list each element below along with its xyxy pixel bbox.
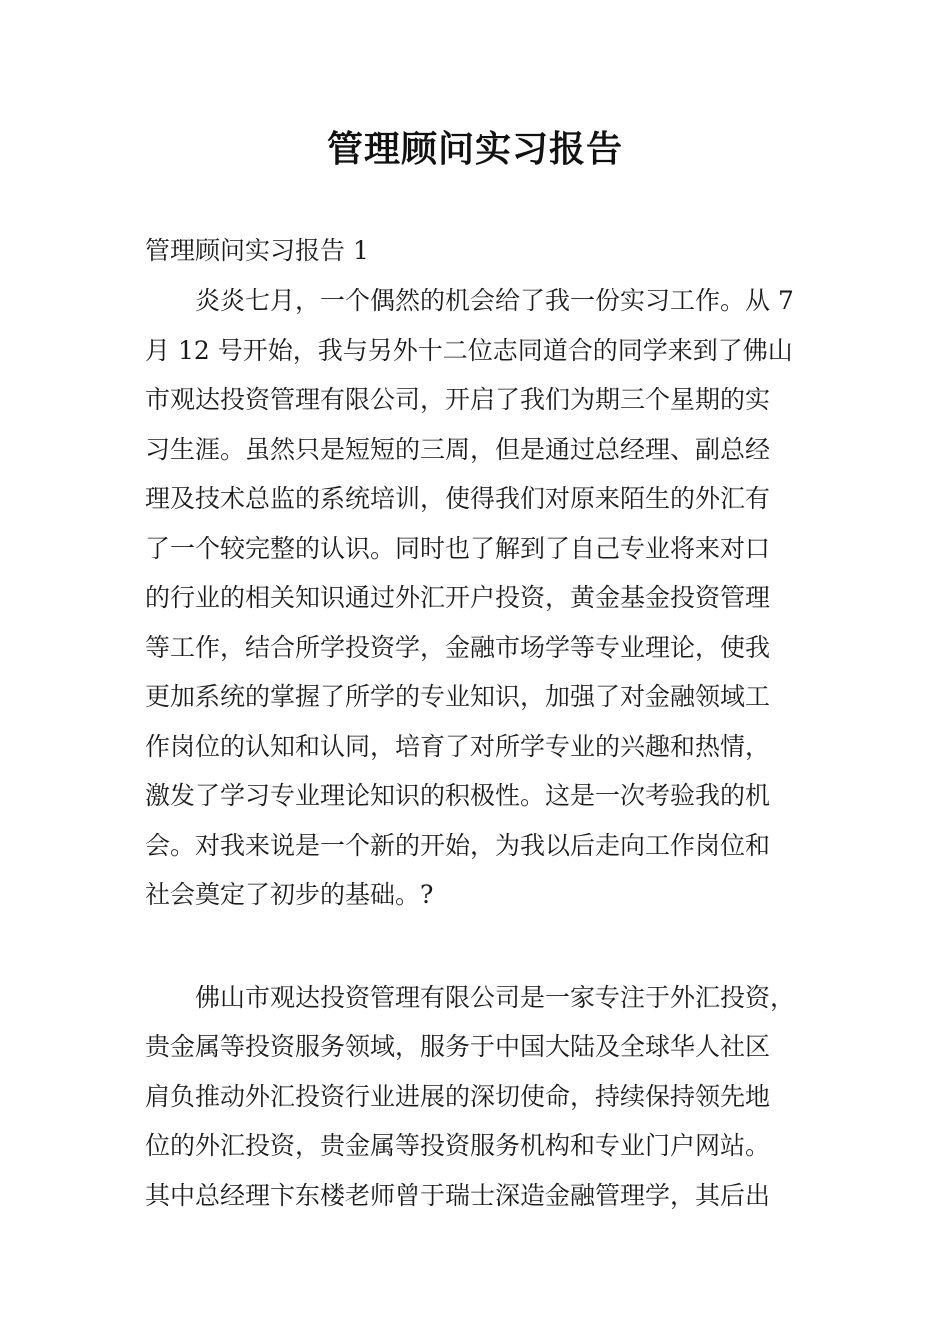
paragraph-line: 理及技术总监的系统培训，使得我们对原来陌生的外汇有	[145, 484, 771, 513]
section-heading: 管理顾问实习报告 1	[145, 236, 369, 265]
paragraph-line: 的行业的相关知识通过外汇开户投资，黄金基金投资管理	[145, 583, 771, 612]
paragraph-line: 习生涯。虽然只是短短的三周，但是通过总经理、副总经	[145, 435, 771, 464]
paragraph-line: 月 12 号开始，我与另外十二位志同道合的同学来到了佛山	[145, 336, 793, 365]
paragraph-line: 贵金属等投资服务领域，服务于中国大陆及全球华人社区	[145, 1032, 771, 1061]
paragraph-line: 更加系统的掌握了所学的专业知识，加强了对金融领域工	[145, 682, 771, 711]
paragraph-line: 炎炎七月，一个偶然的机会给了我一份实习工作。从 7	[145, 286, 794, 315]
paragraph-line: 激发了学习专业理论知识的积极性。这是一次考验我的机	[145, 781, 771, 810]
paragraph-line: 位的外汇投资，贵金属等投资服务机构和专业门户网站。	[145, 1131, 771, 1160]
paragraph-line: 社会奠定了初步的基础。?	[145, 880, 434, 909]
paragraph-line: 等工作，结合所学投资学，金融市场学等专业理论，使我	[145, 633, 771, 662]
paragraph-line: 作岗位的认知和认同，培育了对所学专业的兴趣和热情，	[145, 732, 771, 761]
document-title: 管理顾问实习报告	[326, 129, 623, 170]
paragraph-line: 肩负推动外汇投资行业进展的深切使命，持续保持领先地	[145, 1082, 771, 1111]
paragraph-line: 了一个较完整的认识。同时也了解到了自己专业将来对口	[145, 534, 771, 563]
paragraph-line: 佛山市观达投资管理有限公司是一家专注于外汇投资，	[145, 983, 796, 1012]
paragraph-line: 会。对我来说是一个新的开始，为我以后走向工作岗位和	[145, 831, 771, 860]
paragraph-line: 市观达投资管理有限公司，开启了我们为期三个星期的实	[145, 385, 771, 414]
paragraph-line: 其中总经理卞东楼老师曾于瑞士深造金融管理学，其后出	[145, 1181, 771, 1210]
